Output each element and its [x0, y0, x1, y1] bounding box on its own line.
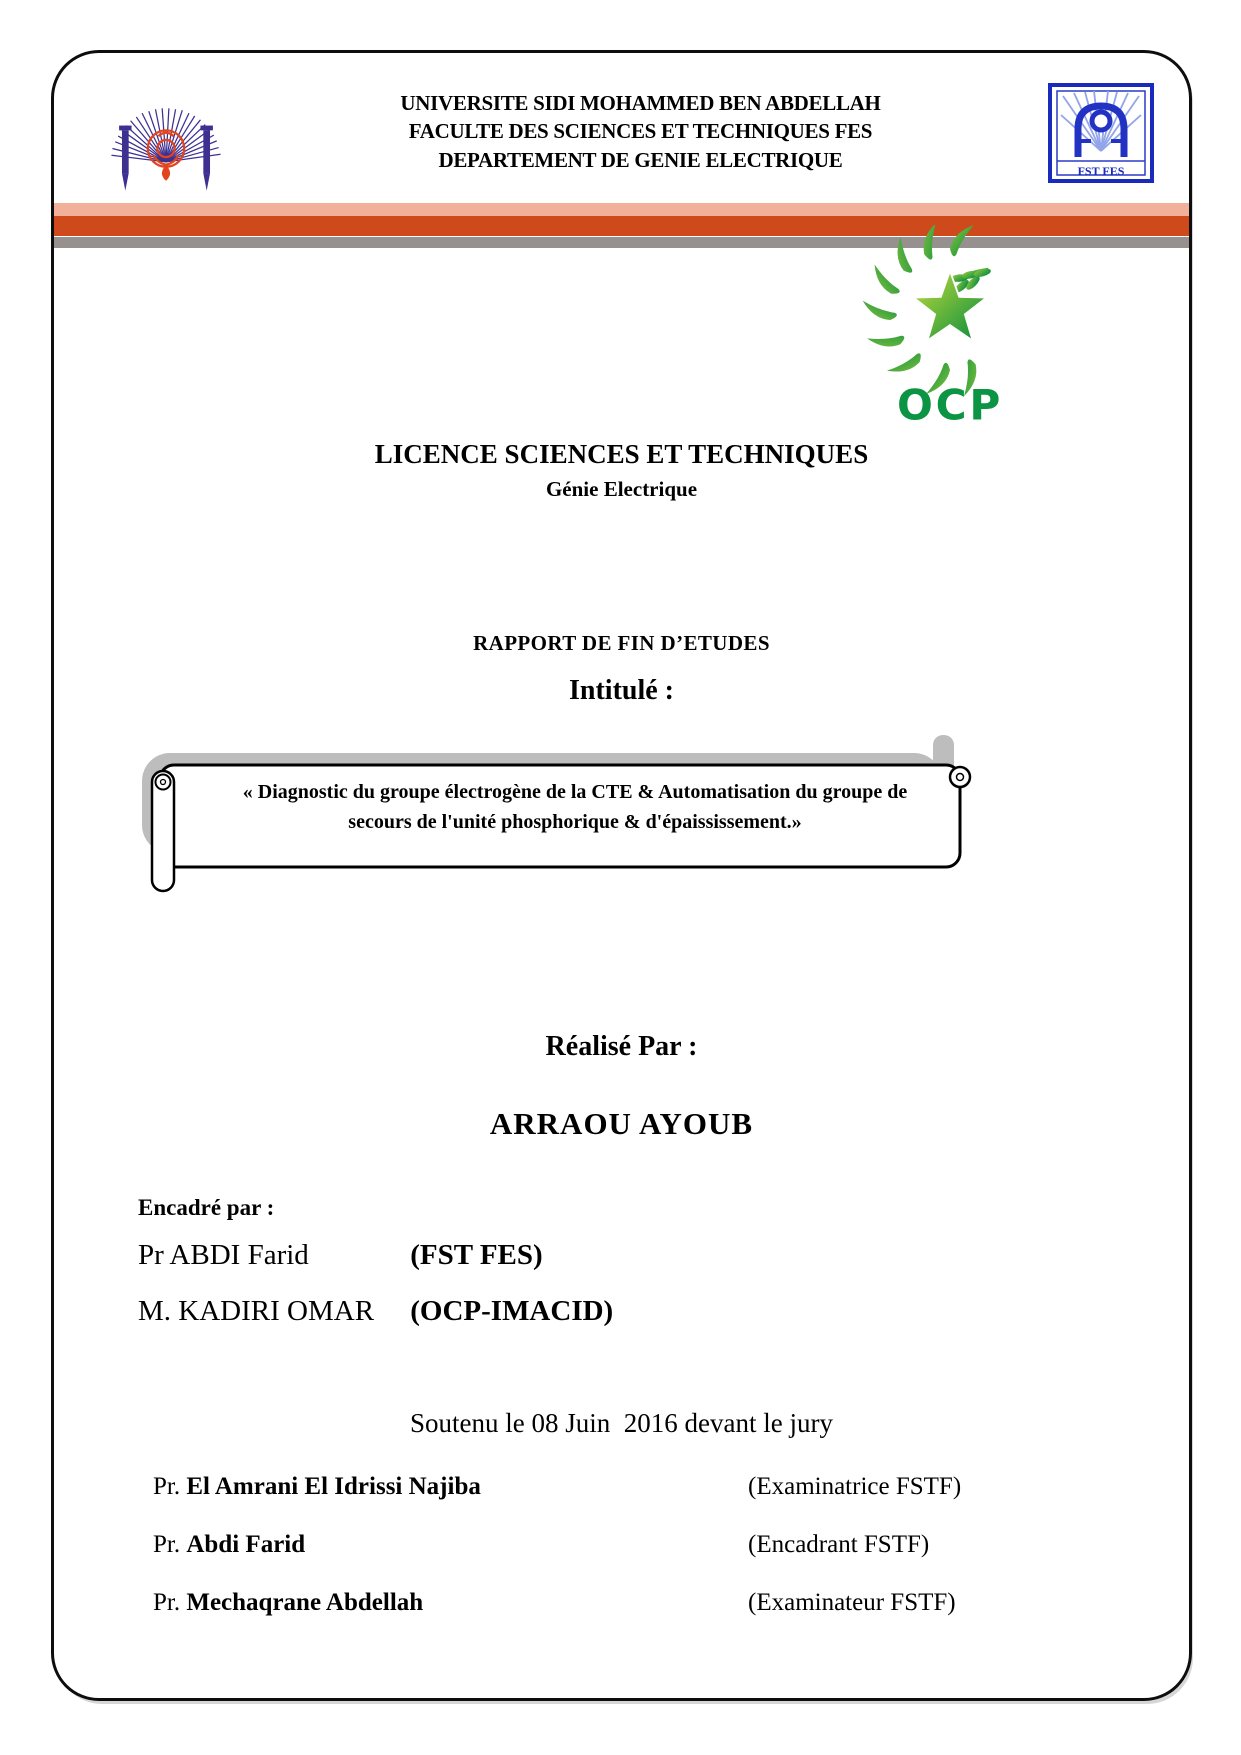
jury-row [153, 1531, 1119, 1559]
jury-member [153, 1589, 748, 1617]
jury-prefix: Pr. [153, 1531, 181, 1558]
faculty-name: FACULTE DES SCIENCES ET TECHNIQUES FES [408, 119, 873, 144]
ocp-logo-wordmark: OCP [896, 380, 1004, 427]
project-title-line-2: secours de l'unité phosphorique & d'épaississement.» [348, 811, 802, 833]
defense-statement: Soutenu le 08 Juin 2016 devant le jury [410, 1408, 833, 1438]
degree-subtitle: Génie Electrique [545, 477, 698, 501]
jury-row [153, 1589, 1119, 1617]
jury-row [153, 1473, 1119, 1501]
supervisor-affiliation: (FST FES) [410, 1239, 543, 1271]
jury-name: El Amrani El Idrissi Najiba [186, 1473, 481, 1500]
jury-list [153, 1473, 1119, 1647]
department-name: DEPARTEMENT DE GENIE ELECTRIQUE [438, 147, 843, 172]
degree-title: LICENCE SCIENCES ET TECHNIQUES [374, 439, 869, 469]
supervisor-name: Pr ABDI Farid [138, 1239, 309, 1271]
supervisor-name: M. KADIRI OMAR [138, 1295, 375, 1327]
supervisor-row [138, 1239, 613, 1272]
supervisor-row [138, 1295, 613, 1328]
jury-name: Mechaqrane Abdellah [186, 1589, 424, 1616]
jury-member [153, 1473, 748, 1501]
realise-par-label: Réalisé Par : [545, 1031, 698, 1062]
encadre-par-label: Encadré par : [138, 1195, 275, 1220]
jury-name: Abdi Farid [186, 1531, 306, 1558]
project-title-line-1: « Diagnostic du groupe électrogène de la CTE & Automatisation du groupe de [242, 781, 908, 803]
institution-title-block [233, 75, 1048, 174]
report-type-title: RAPPORT DE FIN D’ETUDES [473, 631, 770, 655]
project-title-banner [140, 735, 988, 897]
jury-member [153, 1531, 748, 1559]
author-name: ARRAOU AYOUB [489, 1106, 754, 1141]
jury-role: (Examinatrice FSTF) [748, 1473, 962, 1500]
header [99, 75, 1154, 201]
jury-role: (Examinateur FSTF) [748, 1589, 956, 1616]
page-border-frame [51, 50, 1192, 1701]
intitule-label: Intitulé : [569, 675, 674, 706]
supervisor-affiliation: (OCP-IMACID) [410, 1295, 614, 1327]
jury-prefix: Pr. [153, 1589, 181, 1616]
fst-fes-logo-icon [1048, 83, 1154, 183]
project-title [204, 777, 946, 837]
supervisors-list [138, 1239, 613, 1351]
fst-logo-caption: FST FES [1077, 164, 1125, 178]
jury-role: (Encadrant FSTF) [748, 1531, 930, 1558]
divider-bar-salmon [54, 203, 1189, 216]
jury-prefix: Pr. [153, 1473, 181, 1500]
ocp-logo-icon [859, 225, 1041, 427]
usmba-university-logo-icon [99, 75, 233, 201]
university-name: UNIVERSITE SIDI MOHAMMED BEN ABDELLAH [400, 91, 881, 115]
